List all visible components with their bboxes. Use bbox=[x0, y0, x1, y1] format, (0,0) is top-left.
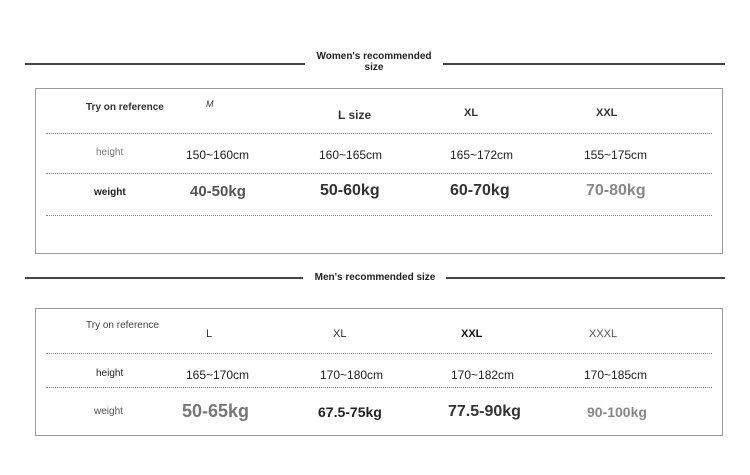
women-height-xl: 165~172cm bbox=[450, 148, 514, 162]
women-height-label: height bbox=[96, 147, 124, 158]
women-height-m: 150~160cm bbox=[186, 148, 250, 162]
women-size-xl: XL bbox=[464, 107, 479, 119]
men-reference-label: Try on reference bbox=[86, 320, 159, 331]
men-divider-1 bbox=[46, 353, 712, 354]
women-divider-2 bbox=[46, 173, 712, 174]
women-weight-label: weight bbox=[94, 187, 126, 198]
men-weight-xxxl: 90-100kg bbox=[587, 404, 647, 420]
men-height-xxxl: 170~185cm bbox=[584, 368, 648, 382]
women-size-l: L size bbox=[338, 108, 372, 122]
women-size-xxl: XXL bbox=[596, 107, 618, 119]
men-weight-l: 50-65kg bbox=[182, 401, 250, 421]
women-height-l: 160~165cm bbox=[319, 148, 383, 162]
men-size-xxl: XXL bbox=[461, 328, 483, 340]
women-height-xxl: 155~175cm bbox=[584, 148, 648, 162]
women-divider-3 bbox=[46, 215, 712, 216]
women-divider-1 bbox=[46, 133, 712, 134]
men-weight-xxl: 77.5-90kg bbox=[448, 403, 521, 420]
women-weight-l: 50-60kg bbox=[320, 182, 380, 199]
men-weight-label: weight bbox=[94, 406, 123, 417]
men-height-l: 165~170cm bbox=[186, 368, 250, 382]
women-weight-xxl: 70-80kg bbox=[586, 182, 646, 199]
women-weight-m: 40-50kg bbox=[190, 183, 246, 200]
women-size-table bbox=[35, 88, 723, 254]
men-size-table bbox=[35, 308, 723, 436]
men-title-rule-left bbox=[25, 277, 303, 279]
men-title-rule-right bbox=[446, 277, 725, 279]
men-size-xxxl: XXXL bbox=[589, 328, 618, 340]
women-section-title: Women's recommended size bbox=[308, 51, 440, 73]
men-height-xxl: 170~182cm bbox=[451, 368, 515, 382]
women-reference-label: Try on reference bbox=[86, 102, 164, 113]
women-title-rule-left bbox=[25, 63, 305, 65]
men-divider-2 bbox=[46, 387, 712, 388]
men-size-xl: XL bbox=[333, 328, 347, 340]
men-section-title: Men's recommended size bbox=[306, 272, 444, 283]
men-height-label: height bbox=[96, 368, 124, 379]
women-size-m: M bbox=[206, 99, 214, 109]
women-title-rule-right bbox=[443, 63, 725, 65]
women-weight-xl: 60-70kg bbox=[450, 182, 510, 199]
men-height-xl: 170~180cm bbox=[320, 368, 384, 382]
men-size-l: L bbox=[206, 328, 213, 340]
men-weight-xl: 67.5-75kg bbox=[318, 404, 382, 420]
